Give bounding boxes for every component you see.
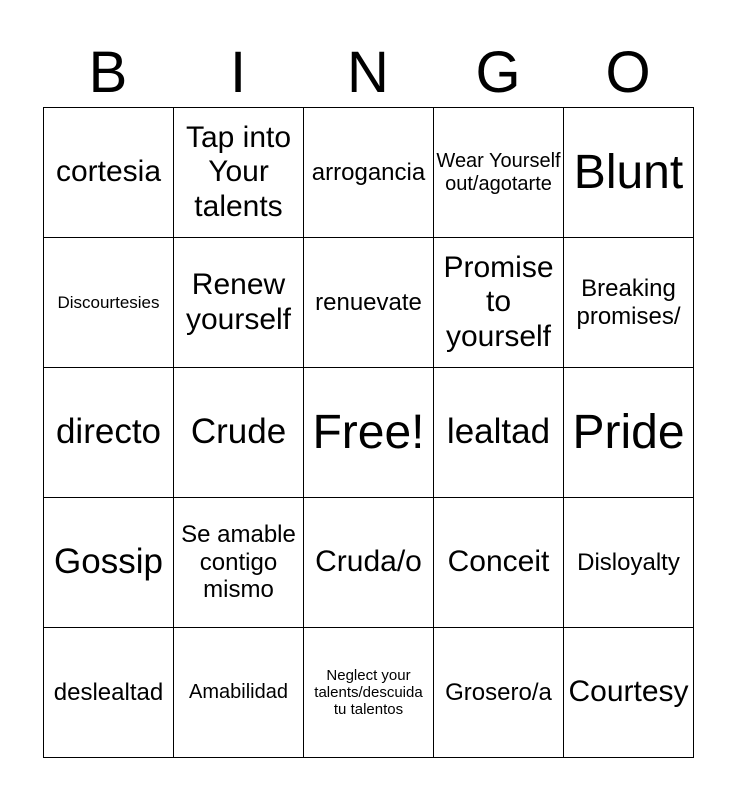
bingo-cell[interactable]: Renew yourself [174,238,304,368]
header-letter-g: G [475,40,521,105]
bingo-cell[interactable]: Pride [564,368,694,498]
grid-row [44,238,694,368]
bingo-cell[interactable]: Tap into Your talents [174,108,304,238]
bingo-cell[interactable]: Courtesy [564,628,694,758]
bingo-cell[interactable]: Grosero/a [434,628,564,758]
bingo-cell[interactable]: Neglect your talents/descuida tu talentos [304,628,434,758]
bingo-header [43,40,693,106]
grid-row [44,108,694,238]
bingo-cell[interactable]: renuevate [304,238,434,368]
grid-row [44,368,694,498]
header-letter-b: B [88,40,128,105]
bingo-cell[interactable]: Promise to yourself [434,238,564,368]
bingo-cell[interactable]: Breaking promises/ [564,238,694,368]
bingo-cell[interactable]: Wear Yourself out/agotarte [434,108,564,238]
header-letter-n: N [347,40,389,105]
bingo-cell[interactable]: lealtad [434,368,564,498]
free-space-cell[interactable]: Free! [304,368,434,498]
bingo-cell[interactable]: arrogancia [304,108,434,238]
bingo-cell[interactable]: cortesia [44,108,174,238]
bingo-cell[interactable]: Disloyalty [564,498,694,628]
bingo-cell[interactable]: Conceit [434,498,564,628]
bingo-cell[interactable]: Crude [174,368,304,498]
bingo-cell[interactable]: Gossip [44,498,174,628]
grid-row [44,628,694,758]
header-letter-i: I [229,40,247,105]
bingo-grid [43,107,694,758]
bingo-cell[interactable]: directo [44,368,174,498]
bingo-cell[interactable]: Se amable contigo mismo [174,498,304,628]
bingo-cell[interactable]: Amabilidad [174,628,304,758]
grid-row [44,498,694,628]
bingo-cell[interactable]: Cruda/o [304,498,434,628]
bingo-cell[interactable]: deslealtad [44,628,174,758]
header-letter-o: O [605,40,651,105]
bingo-cell[interactable]: Discourtesies [44,238,174,368]
bingo-cell[interactable]: Blunt [564,108,694,238]
